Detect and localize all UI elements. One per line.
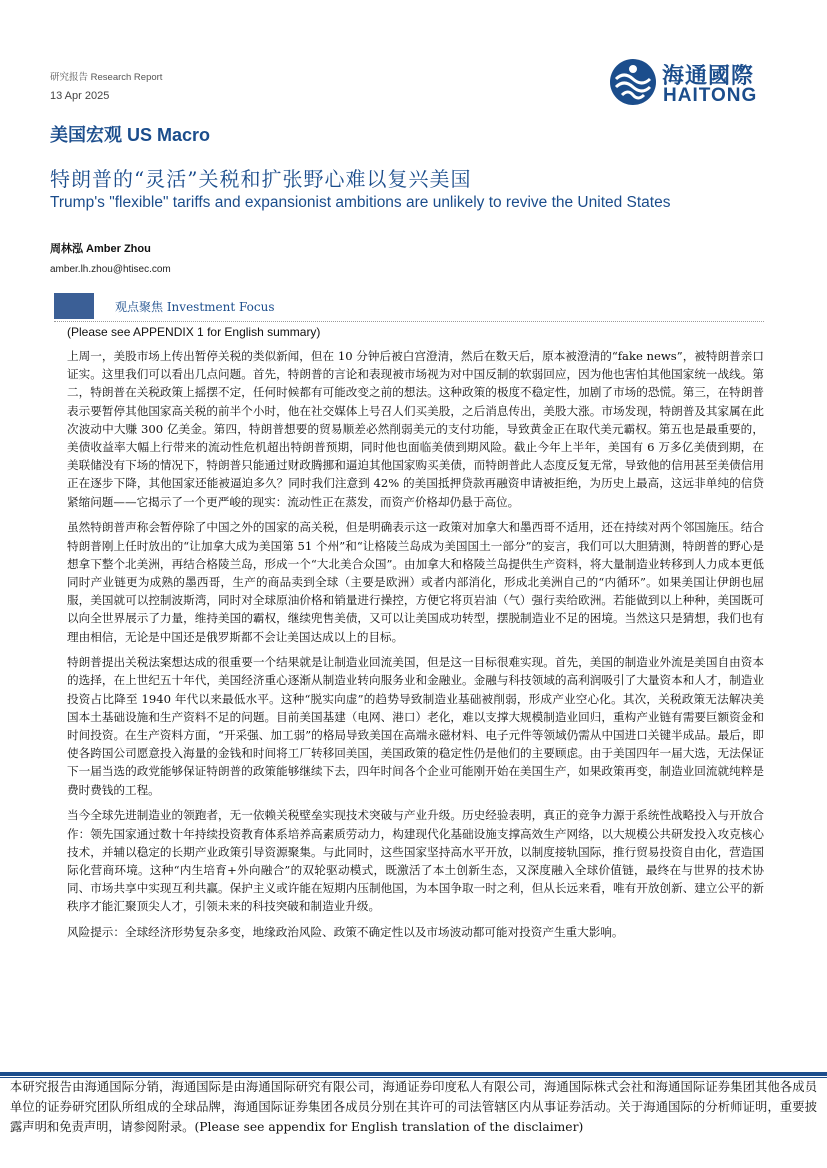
investment-focus-label: 观点聚焦 Investment Focus — [115, 300, 275, 314]
body-paragraph: 虽然特朗普声称会暂停除了中国之外的国家的高关税，但是明确表示这一政策对加拿大和墨西哥不适用，还在持续对两个邻国施压。结合特朗普刚上任时放出的“让加拿大成为美国第 51 个州”和“让格陵兰岛成为美国国土一部分”的妄言，我们可以大胆猜测，特朗普的野心是想拿下整个北美洲，再结合格陵兰岛，形成一个“大北美合众国”。由加拿大和格陵兰岛提供生产资料，将大量制造业转移到人力成本更低同时产业链更为成熟的墨西哥，生产的商品卖到全球（主要是欧洲）或者内部消化，形成北美洲自己的“内循环”。如果美国让伊朗也屈服，美国就可以控制波斯湾，同时对全球原油价格和销量进行操控，方便它将页岩油（气）强行卖给欧洲。若能做到以上种种，美国既可以向全世界展示了力量，维持美国的霸权，继续兜售美债，又可以让美国成功转型，摆脱制造业不足的困境。当然这只是猜想，我们也有理由相信，无论是中国还是俄罗斯都不会让美国达成以上的目标。 — [67, 520, 764, 644]
author-email[interactable]: amber.lh.zhou@htisec.com — [50, 264, 171, 275]
haitong-logo-icon — [608, 57, 658, 107]
appendix-note: (Please see APPENDIX 1 for English summary) — [67, 325, 321, 339]
focus-divider — [54, 321, 764, 322]
body-paragraph: 特朗普提出关税法案想达成的很重要一个结果就是让制造业回流美国，但是这一目标很难实现。首先，美国的制造业外流是美国自由资本的选择，在上世纪五十年代，美国经济重心逐渐从制造业转向服务业和金融业。金融与科技领域的高利润吸引了大量资本和人才，制造业投资占比降至 1940 年代以来最低水平。这种“脱实向虚”的趋势导致制造业基础被削弱，形成产业空心化。其次，关税政策无法解决美国本土基础设施和生产资料不足的问题。目前美国基建（电网、港口）老化，难以支撑大规模制造业回归，重构产业链有需要巨额资金和时间投资。在生产资料方面，“开采强、加工弱”的格局导致美国在高端永磁材料、电子元件等领域仍需从中国进口关键半成品。最后，即使各跨国公司愿意投入海量的金钱和时间将工厂转移回美国，美国政策的稳定性仍是他们的主要顾虑。由于美国四年一届大选，无法保证下一届当选的政党能够保证特朗普的政策能够继续下去，四年时间各个企业可能刚开始在美国生产，如果政策再变，制造业回流就纯粹是费时费钱的工程。 — [67, 655, 764, 797]
body-paragraph: 当今全球先进制造业的领跑者，无一依赖关税壁垒实现技术突破与产业升级。历史经验表明，真正的竞争力源于系统性战略投入与开放合作：领先国家通过数十年持续投资教育体系培养高素质劳动力，构建现代化基础设施支撑高效生产网络，以大规模公共研发投入攻克核心技术，并辅以稳定的长期产业政策引导资源聚集。与此同时，这些国家坚持高水平开放，以制度接轨国际，推行贸易投资自由化，营造国际化营商环境。这种“内生培育+外向融合”的双轮驱动模式，既激活了本土创新生态，又深度融入全球价值链，最终在与世界的技术协同、市场共享中实现互利共赢。保护主义或许能在短期内压制他国，为本国争取一时之利，但从长远来看，唯有开放创新、建立公平的新秩序才能汇聚顶尖人才，引领未来的科技突破和制造业升级。 — [67, 808, 764, 914]
report-date: 13 Apr 2025 — [50, 90, 110, 102]
disclaimer-footer: 本研究报告由海通国际分销，海通国际是由海通国际研究有限公司，海通证券印度私人有限公司，海通国际株式会社和海通国际证券集团其他各成员单位的证券研究团队所组成的全球品牌，海通国际证券集团各成员分别在其许可的司法管辖区内从事证券活动。关于海通国际的分析师证明，重要披露声明和免责声明，请参阅附录。(Please see appendix for English translation of the disclaimer) — [10, 1080, 817, 1134]
logo-text-en: HAITONG — [663, 85, 758, 106]
report-title-en: Trump's "flexible" tariffs and expansionist ambitions are unlikely to revive the United States — [50, 194, 671, 211]
section-title: 美国宏观 US Macro — [50, 125, 211, 145]
focus-marker — [54, 293, 94, 319]
report-body — [67, 347, 764, 949]
logo-text-cn: 海通國際 — [662, 64, 755, 89]
report-title-cn: 特朗普的“灵活”关税和扩张野心难以复兴美国 — [50, 167, 472, 191]
report-type-label: 研究报告 Research Report — [50, 72, 163, 83]
risk-warning: 风险提示：全球经济形势复杂多变，地缘政治风险、政策不确定性以及市场波动都可能对投资产生重大影响。 — [67, 925, 624, 940]
body-paragraph: 上周一，美股市场上传出暂停关税的类似新闻，但在 10 分钟后被白宫澄清，然后在数天后，原本被澄清的“fake news”，被特朗普亲口证实。这里我们可以看出几点问题。首先，特朗普的言论和表现被市场视为对中国反制的软弱回应，因为他也害怕其他国家统一战线。第二，特朗普在关税政策上摇摆不定，任何时候都有可能改变之前的想法。这种政策的极度不稳定性，加剧了市场的恐慌。第三，在特朗普表示要暂停其他国家高关税的前半个小时，他在社交媒体上号召人们买美股，之后消息传出，美股大涨。市场发现，特朗普及其家属在此次波动中大赚 300 亿美金。第四，特朗普想要的贸易顺差必然削弱美元的支付功能，导致黄金正在取代美元霸权。第五也是最重要的，美债收益率大幅上行带来的流动性危机超出特朗普预期，同时他也面临美债到期风险。截止今年上半年，美国有 6 万多亿美债到期，在美联储没有下场的情况下，特朗普只能通过财政腾挪和逼迫其他国家购买美债，而特朗普此人态度反复无常，导致他的信用甚至美债信用正在逐步下降，其他国家还能被逼迫多久？同时我们注意到 42% 的美国抵押贷款再融资申请被拒绝，为历史上最高，这远非单纯的信贷紧缩问题——它揭示了一个更严峻的现实：流动性正在蒸发，而资产价格却仍悬于高位。 — [67, 349, 764, 509]
haitong-logo — [608, 57, 778, 107]
footer-rule — [0, 1072, 827, 1076]
author-name: 周林泓 Amber Zhou — [50, 243, 151, 255]
